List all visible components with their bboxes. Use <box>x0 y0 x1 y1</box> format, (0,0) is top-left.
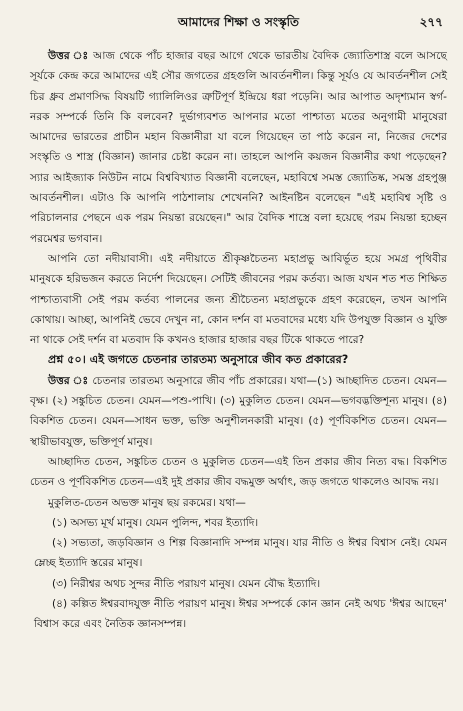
question-text: এই জগতে চেতনার তারতম্য অনুসারে জীব কত প্রকারের? <box>89 353 349 367</box>
page-number: ২৭৭ <box>419 15 443 29</box>
list-item: (২) সভ্যতা, জড়বিজ্ঞান ও শিল্প বিজ্ঞানাদি সম্পন্ন মানুষ। যার নীতি ও ঈশ্বর বিশ্বাস নেই। যেমন ম্লেচ্ছ ইত্যাদি স্তরের মানুষ। <box>34 537 447 570</box>
list-item: (৩) নিরীশ্বর অথচ সুন্দর নীতি পরায়ণ মানুষ। যেমন বৌদ্ধ ইত্যাদি। <box>52 577 321 590</box>
page-header-title: আমাদের শিক্ষা ও সংস্কৃতি <box>177 15 300 29</box>
answer-text: চেতনার তারতম্য অনুসারে জীব পাঁচ প্রকারের। যথা—(১) আচ্ছাদিত চেতন। যেমন—বৃক্ষ। (২) সঙ্কুচিত চেতন। যেমন—পশু-পাখি। (৩) মুকুলিত চেতন। যেমন—ভগবদ্ভক্তিশূন্য মানুষ। (৪) বিকশিত চেতন। যেমন—সাধন ভক্ত, ভক্তি অনুশীলনকারী মানুষ। (৫) পূর্ণবিকশিত চেতন। যেমন—স্থায়ীভাবযুক্ত, ভক্তিপূর্ণ মানুষ। <box>30 374 447 448</box>
page-body <box>30 46 447 635</box>
answer-paragraph-3 <box>30 371 447 452</box>
question-50 <box>30 350 447 370</box>
answer-paragraph-2: আপনি তো নদীয়াবাসী। এই নদীয়াতে শ্রীকৃষ্ণচৈতন্য মহাপ্রভু আবির্ভূত হয়ে সমগ্র পৃথিবীর মানুষকে হরিভজন করতে নির্দেশ দিয়েছেন। সেটিই জীবনের পরম কর্তব্য। আজ যখন শত শত শিক্ষিত পাশ্চাত্যবাসী সেই পরম কর্তব্য পালনের জন্য শ্রীচৈতন্য মহাপ্রভুকে গ্রহণ করেছেন, তখন আপনি কোথায়। আচ্ছা, আপনিই ভেবে দেখুন না, কোন দর্শন বা মতবাদের মধ্যে যদি উপযুক্ত বিজ্ঞান ও যুক্তি না থাকে সেই দর্শন বা মতবাদ কি কখনও হাজার হাজার বছর টিকে থাকতে পারে? <box>30 252 447 347</box>
answer-paragraph-1 <box>30 46 447 249</box>
list-item: (১) অসভ্য মূর্খ মানুষ। যেমন পুলিন্দ, শবর ইত্যাদি। <box>52 516 259 529</box>
running-header <box>30 8 447 46</box>
answer-text: আজ থেকে পাঁচ হাজার বছর আগে থেকে ভারতীয় বৈদিক জ্যোতিশাস্ত্র বলে আসছে সূর্যকে কেন্দ্র করে আমাদের এই সৌর জগতের গ্রহগুলি আবর্তনশীল। কিন্তু সূর্যও যে আবর্তনশীল সেই চির ধ্রুব প্রমাণসিদ্ধ বিষয়টি গ্যালিলিওর ত্রুটিপূর্ণ ইন্দ্রিয়ে ধরা পড়েনি। আর আপাত অদৃশ্যমান স্বর্গ-নরক সম্পর্কে তিনি কি বলবেন? দুর্ভাগ্যবশত আপনার মতো পাশ্চাত্য মতের অনুগামী মানুষেরা আমাদের ভারতের প্রাচীন মহান বিজ্ঞানীরা যা বলে গিয়েছেন তা পাঠ করেন না, নিজের দেশের সংস্কৃতি ও শাস্ত্র (বিজ্ঞান) জানার চেষ্টা করেন না। তাহলে আপনি কয়জন বিজ্ঞানীর কথা পড়েছেন? স্যার আইজ্যাক নিউটন নামে বিশ্ববিখ্যাত বিজ্ঞানী বলেছেন, মহাবিশ্বে সমস্ত জ্যোতিষ্ক, সমস্ত গ্রহপুঞ্জ আবর্তনশীল। এটাও কি আপনি পাঠশালায় শেখেননি? আইনষ্টিন বলেছেন "এই মহাবিশ্ব সৃষ্টি ও পরিচালনার পেছনে এক পরম নিয়ন্তা রয়েছেন।" আর বৈদিক শাস্ত্রে বলা হয়েছে পরম নিয়ন্তা হচ্ছেন পরমেশ্বর ভগবান। <box>30 50 447 245</box>
answer-label: উত্তর ঃ <box>48 374 89 387</box>
question-label: প্রশ্ন ৫০। <box>48 353 86 367</box>
list-item: (৪) কল্পিত ঈশ্বরবাদযুক্ত নীতি পরায়ণ মানুষ। ঈশ্বর সম্পর্কে কোন জ্ঞান নেই অথচ 'ঈশ্বর আছেন' বিশ্বাস করে এবং নৈতিক জ্ঞানসম্পন্ন। <box>34 598 447 631</box>
answer-paragraph-4: আচ্ছাদিত চেতন, সঙ্কুচিত চেতন ও মুকুলিত চেতন—এই তিন প্রকার জীব নিত্য বদ্ধ। বিকশিত চেতন ও পূর্ণবিকশিত চেতন—এই দুই প্রকার জীব বদ্ধমুক্ত অর্থাৎ, জড় জগতে থাকলেও আবদ্ধ নয়। <box>30 455 447 489</box>
answer-paragraph-5: মুকুলিত-চেতন অভক্ত মানুষ ছয় রকমের। যথা— <box>48 496 246 509</box>
answer-label: উত্তর ঃ <box>48 50 89 62</box>
